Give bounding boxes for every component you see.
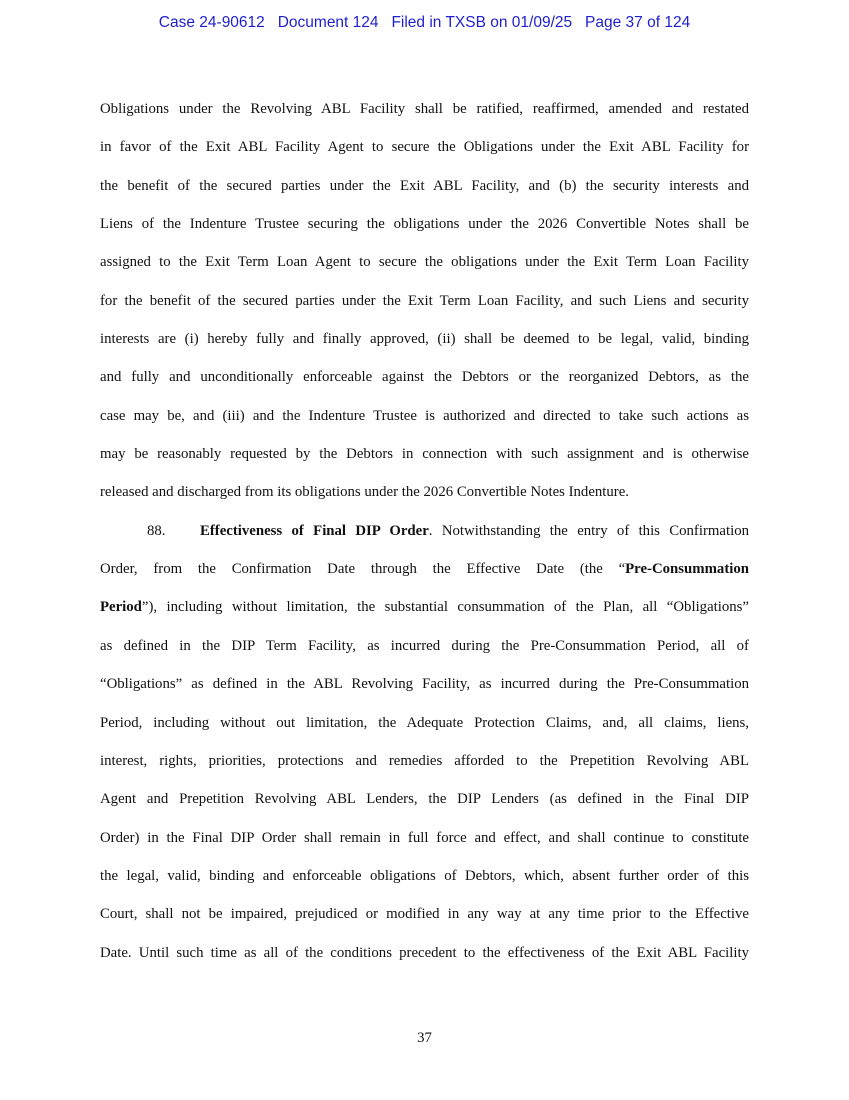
text-line: the benefit of the secured parties under the Exit ABL Facility, and (b) the security interests and (100, 177, 749, 194)
text-line: Court, shall not be impaired, prejudiced or modified in any way at any time prior to the Effective (100, 906, 749, 923)
text-line: may be reasonably requested by the Debtors in connection with such assignment and is otherwise (100, 446, 749, 463)
document-number: Document 124 (277, 14, 379, 31)
text-run: . Notwithstanding the entry of this Confirmation (428, 522, 749, 539)
text-run: Order, from the Confirmation Date through the Effective Date (the “ (100, 561, 626, 578)
text-line: Obligations under the Revolving ABL Facility shall be ratified, reaffirmed, amended and restated (100, 101, 749, 117)
text-line: Order) in the Final DIP Order shall remain in full force and effect, and shall continue to constitute (100, 829, 749, 846)
text-line: as defined in the DIP Term Facility, as incurred during the Pre-Consummation Period, all of (100, 637, 749, 654)
defined-term: Period (100, 599, 142, 616)
text-line: Liens of the Indenture Trustee securing the obligations under the 2026 Convertible Notes shall be (100, 216, 749, 233)
text-line (100, 592, 749, 630)
text-line: in favor of the Exit ABL Facility Agent to secure the Obligations under the Exit ABL Facility for (100, 139, 749, 156)
case-header (0, 14, 849, 32)
text-line: Date. Until such time as all of the conditions precedent to the effectiveness of the Exit ABL Facility (100, 944, 749, 961)
text-line (100, 554, 749, 592)
defined-term: Pre-Consummation (625, 561, 749, 578)
text-run: ”), including without limitation, the substantial consummation of the Plan, all “Obligations” (141, 599, 749, 616)
text-line: Agent and Prepetition Revolving ABL Lenders, the DIP Lenders (as defined in the Final DIP (100, 791, 749, 808)
text-line: interests are (i) hereby fully and finally approved, (ii) shall be deemed to be legal, valid, binding (100, 331, 749, 348)
text-line: assigned to the Exit Term Loan Agent to secure the obligations under the Exit Term Loan Facility (100, 254, 749, 271)
text-line: and fully and unconditionally enforceable against the Debtors or the reorganized Debtors, as the (100, 369, 749, 386)
text-line: “Obligations” as defined in the ABL Revolving Facility, as incurred during the Pre-Consummation (100, 676, 749, 693)
page-info: Page 37 of 124 (585, 14, 691, 31)
paragraph-number: 88. (147, 522, 166, 539)
page-number: 37 (417, 1030, 432, 1046)
text-line: interest, rights, priorities, protections and remedies afforded to the Prepetition Revolving ABL (100, 752, 749, 769)
filed-info: Filed in TXSB on 01/09/25 (391, 14, 573, 31)
text-line: the legal, valid, binding and enforceable obligations of Debtors, which, absent further order of this (100, 867, 749, 884)
text-line: for the benefit of the secured parties under the Exit Term Loan Facility, and such Liens and security (100, 292, 749, 309)
text-line: case may be, and (iii) and the Indenture Trustee is authorized and directed to take such actions as (100, 407, 749, 424)
text-line: released and discharged from its obligations under the 2026 Convertible Notes Indenture. (100, 484, 629, 501)
case-number: Case 24-90612 (158, 14, 265, 31)
document-body (100, 94, 749, 976)
text-line: Period, including without out limitation, the Adequate Protection Claims, and, all claims, liens, (100, 714, 749, 731)
paragraph-88-first-line (100, 516, 749, 554)
paragraph-heading: Effectiveness of Final DIP Order (200, 522, 429, 539)
